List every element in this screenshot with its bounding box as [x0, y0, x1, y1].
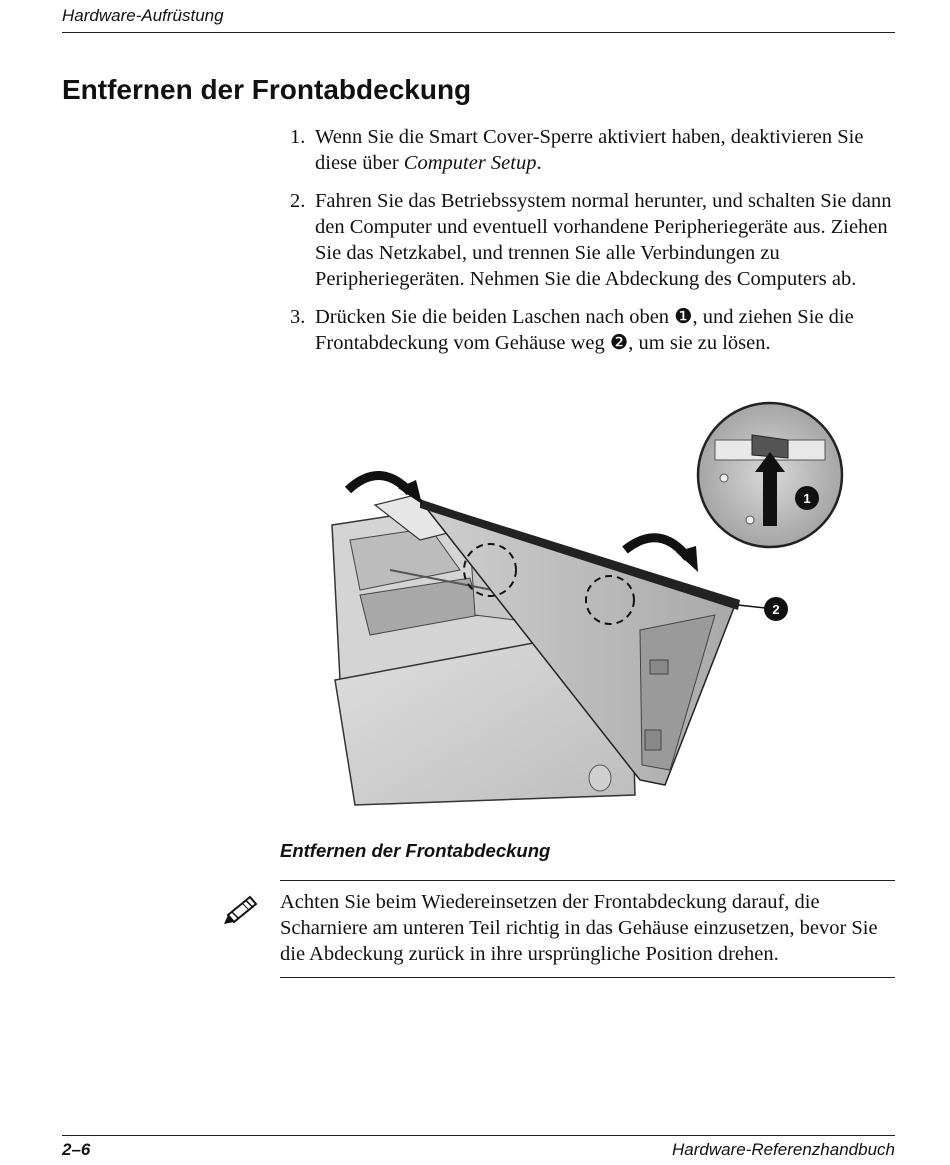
step-text: Fahren Sie das Betriebssystem normal herunter, und schalten Sie dann den Computer und eventuell vorhandene Peripheriegeräte aus. Ziehen Sie das Netzkabel, und trennen Sie alle Verbindungen zu Peripheriegeräten. Nehmen Sie die Abdeckung des Computers ab.	[315, 190, 892, 290]
step-text-part: .	[536, 152, 542, 174]
pencil-icon	[222, 893, 262, 927]
note-box	[280, 880, 895, 978]
step-text: Drücken Sie die beiden Laschen nach oben ❶, und ziehen Sie die Frontabdeckung vom Gehäuse weg ❷, um sie zu lösen.	[315, 306, 854, 354]
step-text-emphasis: Computer Setup	[403, 152, 537, 174]
section-title: Entfernen der Frontabdeckung	[62, 74, 472, 105]
step-item	[290, 188, 900, 292]
computer-front-bezel-removal-illustration	[320, 400, 850, 820]
step-number: 3.	[290, 306, 306, 328]
page-number: 2–6	[62, 1140, 91, 1159]
running-footer	[62, 1135, 895, 1160]
step-item	[290, 304, 900, 356]
figure-caption: Entfernen der Frontabdeckung	[280, 840, 551, 861]
step-text-part: Wenn Sie die Smart Cover-Sperre aktiviert haben, deaktivieren Sie diese über	[315, 126, 864, 174]
callout-2-label: 2	[772, 602, 780, 617]
step-number: 1.	[290, 126, 306, 148]
bezel-removal-figure	[320, 400, 850, 820]
note-text: Achten Sie beim Wiedereinsetzen der Frontabdeckung darauf, die Scharniere am unteren Teil richtig in das Gehäuse einzusetzen, bevor Sie die Abdeckung zurück in ihre ursprüngliche Position drehen.	[280, 891, 878, 965]
step-list	[290, 124, 900, 368]
step-item	[290, 124, 900, 176]
callout-1-label: 1	[803, 491, 811, 506]
running-title: Hardware-Aufrüstung	[62, 6, 224, 25]
running-header	[62, 6, 895, 33]
book-title: Hardware-Referenzhandbuch	[671, 1140, 895, 1159]
step-number: 2.	[290, 190, 306, 212]
